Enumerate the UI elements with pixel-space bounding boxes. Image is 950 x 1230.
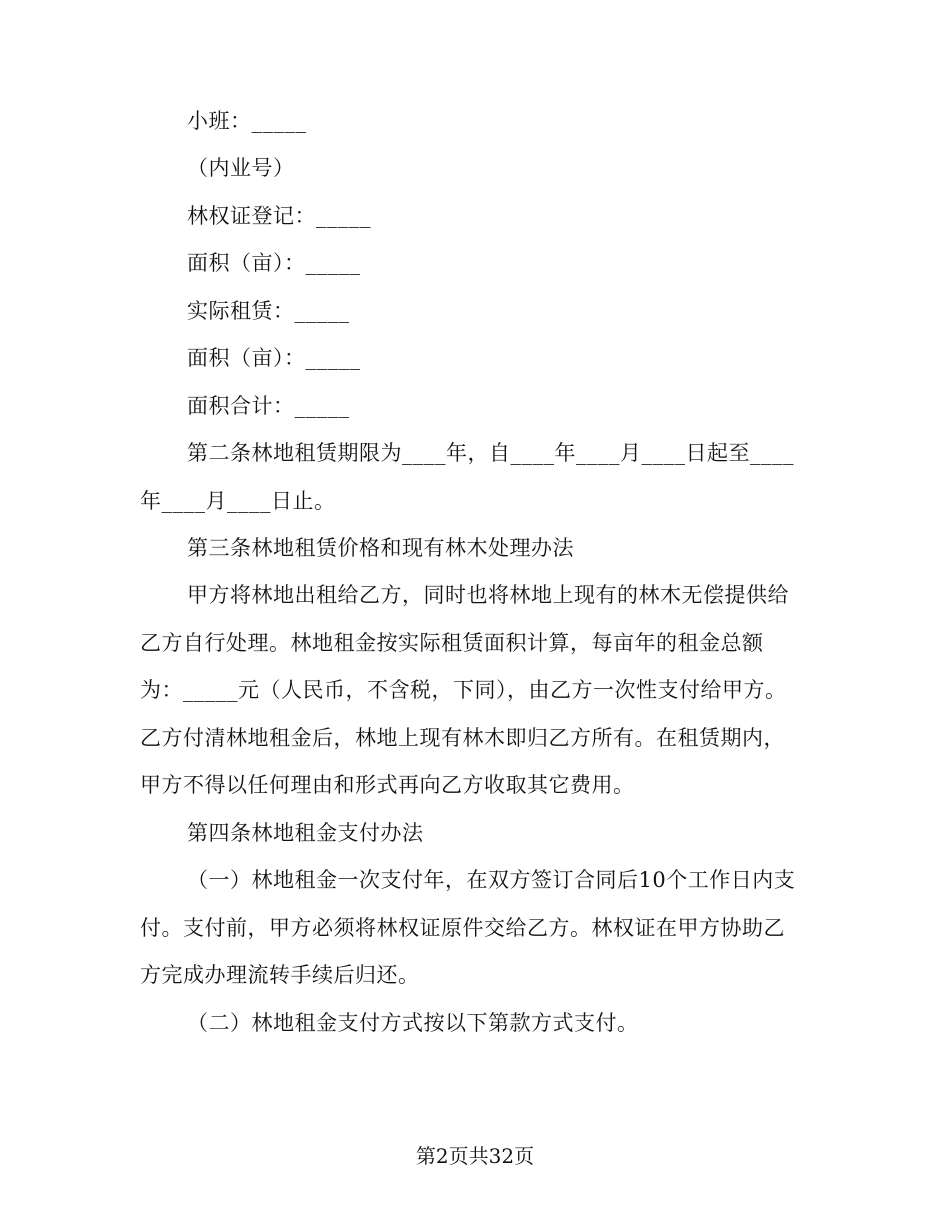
field-area-total: 面积合计：_____	[187, 394, 350, 418]
article-3-line-2: 乙方自行处理。林地租金按实际租赁面积计算，每亩年的租金总额	[140, 631, 764, 655]
article-3-line-3: 为：_____元（人民币，不含税，下同），由乙方一次性支付给甲方。	[140, 678, 787, 702]
article-4-item-1-line-2: 付。支付前，甲方必须将林权证原件交给乙方。林权证在甲方协助乙	[140, 916, 785, 940]
field-linquanzheng-registration: 林权证登记：_____	[187, 204, 371, 228]
field-actual-lease: 实际租赁：_____	[187, 299, 350, 323]
article-3-line-1: 甲方将林地出租给乙方，同时也将林地上现有的林木无偿提供给	[187, 583, 789, 607]
article-4-heading: 第四条林地租金支付办法	[187, 821, 424, 845]
article-3-line-5: 甲方不得以任何理由和形式再向乙方收取其它费用。	[140, 773, 635, 797]
article-2-line-2: 年____月____日止。	[140, 489, 336, 513]
field-neiyehao: （内业号）	[187, 156, 295, 180]
article-4-item-2: （二）林地租金支付方式按以下第款方式支付。	[187, 1011, 639, 1035]
field-area-mu-2: 面积（亩）：_____	[187, 346, 361, 370]
article-4-item-1-line-1: （一）林地租金一次支付年，在双方签订合同后10个工作日内支	[187, 868, 796, 892]
article-4-item-1-line-3: 方完成办理流转手续后归还。	[140, 963, 420, 987]
article-2-line-1: 第二条林地租赁期限为____年，自____年____月____日起至____	[187, 441, 794, 465]
page-number-footer: 第2页共32页	[415, 1144, 535, 1168]
article-3-line-4: 乙方付清林地租金后，林地上现有林木即归乙方所有。在租赁期内，	[140, 726, 785, 750]
field-xiaoban: 小班：_____	[187, 109, 307, 133]
article-3-heading: 第三条林地租赁价格和现有林木处理办法	[187, 536, 574, 560]
field-area-mu-1: 面积（亩）：_____	[187, 251, 361, 275]
